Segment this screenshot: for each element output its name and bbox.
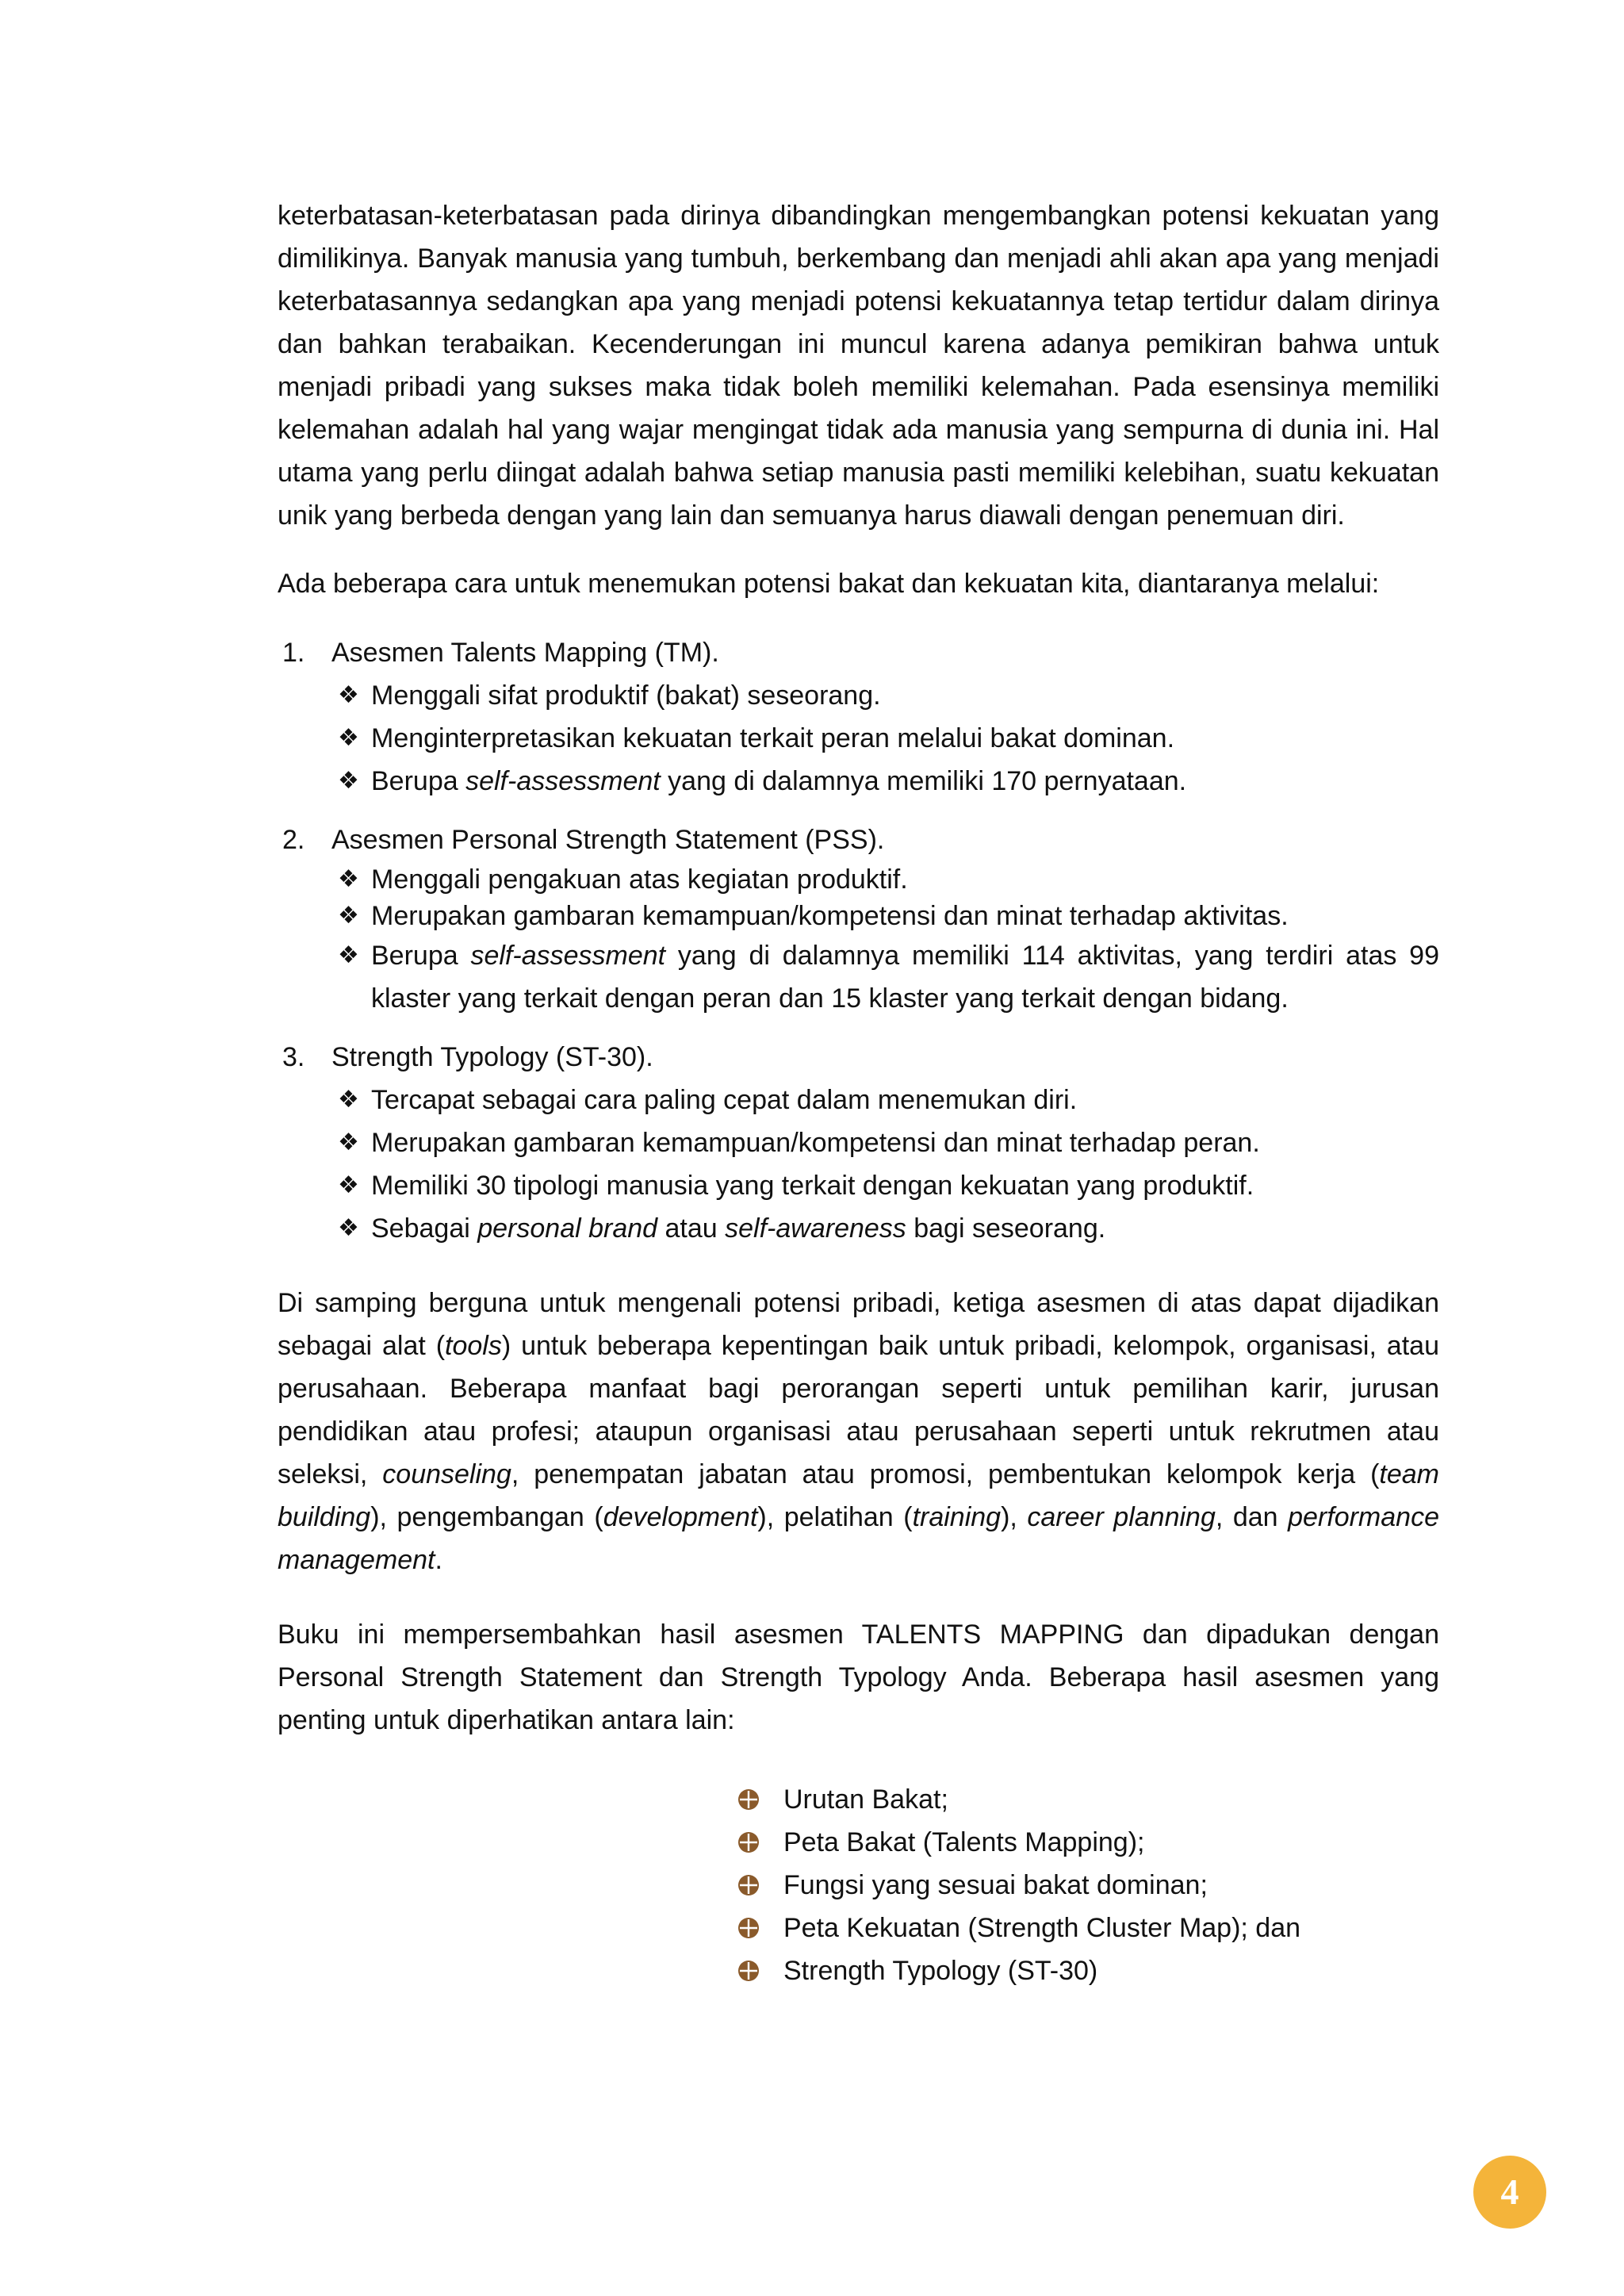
cross-circle-bullet-icon [737, 1917, 783, 1939]
method-point: ❖ Tercapat sebagai cara paling cepat dalam menemukan diri. [338, 1079, 1439, 1121]
result-item: Peta Bakat (Talents Mapping); [737, 1821, 1439, 1864]
methods-intro: Ada beberapa cara untuk menemukan potensi bakat dan kekuatan kita, diantaranya melalui: [278, 569, 1380, 599]
diamond-bullet-icon: ❖ [338, 682, 359, 708]
diamond-bullet-icon: ❖ [338, 866, 359, 892]
methods-list [278, 631, 1439, 1250]
method-number: 1. [282, 638, 305, 668]
method-number: 2. [282, 825, 305, 855]
page-number-badge: 4 [1473, 2156, 1546, 2229]
method-point: ❖ Menggali pengakuan atas kegiatan produktif. [338, 861, 1439, 898]
result-item: Strength Typology (ST-30) [737, 1949, 1439, 1992]
diamond-bullet-icon: ❖ [338, 1172, 359, 1198]
method-point: ❖ Merupakan gambaran kemampuan/kompetensi dan minat terhadap aktivitas. [338, 898, 1439, 934]
book-summary-paragraph: Buku ini mempersembahkan hasil asesmen TALENTS MAPPING dan dipadukan dengan Personal Strength Statement dan Strength Typology Anda. Beberapa hasil asesmen yang penting untuk diperhatikan antara lain: [278, 1619, 1439, 1735]
method-item [278, 631, 1439, 803]
benefits-paragraph: Di samping berguna untuk mengenali potensi pribadi, ketiga asesmen di atas dapat dijadikan sebagai alat (tools) untuk beberapa kepentingan baik untuk pribadi, kelompok, organisasi, atau perusahaan. Beberapa manfaat bagi perorangan seperti untuk pemilihan karir, jurusan pendidikan atau profesi; ataupun organisasi atau perusahaan seperti untuk rekrutmen atau seleksi, counseling, penempatan jabatan atau promosi, pembentukan kelompok kerja (team building), pengembangan (development), pelatihan (training), career planning, dan performance management. [278, 1288, 1439, 1575]
diamond-bullet-icon: ❖ [338, 942, 359, 968]
method-point: ❖ Menggali sifat produktif (bakat) seseorang. [338, 674, 1439, 717]
method-item [278, 1036, 1439, 1250]
diamond-bullet-icon: ❖ [338, 1215, 359, 1241]
method-title: Asesmen Personal Strength Statement (PSS). [331, 825, 885, 855]
method-point: ❖ Memiliki 30 tipologi manusia yang terkait dengan kekuatan yang produktif. [338, 1164, 1439, 1207]
page-content [278, 194, 1439, 1992]
method-point: ❖ Merupakan gambaran kemampuan/kompetensi dan minat terhadap peran. [338, 1121, 1439, 1164]
cross-circle-bullet-icon [737, 1874, 783, 1896]
method-point: ❖ Sebagai personal brand atau self-awareness bagi seseorang. [338, 1207, 1439, 1250]
method-point: ❖ Berupa self-assessment yang di dalamnya memiliki 170 pernyataan. [338, 760, 1439, 803]
diamond-bullet-icon: ❖ [338, 1087, 359, 1113]
intro-paragraph: keterbatasan-keterbatasan pada dirinya dibandingkan mengembangkan potensi kekuatan yang dimilikinya. Banyak manusia yang tumbuh, berkembang dan menjadi ahli akan apa yang menjadi keterbatasannya sedangkan apa yang menjadi potensi kekuatannya tetap tertidur dalam dirinya dan bahkan terabaikan. Kecenderungan ini muncul karena adanya pemikiran bahwa untuk menjadi pribadi yang sukses maka tidak boleh memiliki kelemahan. Pada esensinya memiliki kelemahan adalah hal yang wajar mengingat tidak ada manusia yang sempurna di dunia ini. Hal utama yang perlu diingat adalah bahwa setiap manusia pasti memiliki kelebihan, suatu kekuatan unik yang berbeda dengan yang lain dan semuanya harus diawali dengan penemuan diri. [278, 201, 1439, 531]
method-title: Strength Typology (ST-30). [331, 1042, 653, 1072]
diamond-bullet-icon: ❖ [338, 903, 359, 929]
result-item: Urutan Bakat; [737, 1778, 1439, 1821]
diamond-bullet-icon: ❖ [338, 1129, 359, 1156]
method-title: Asesmen Talents Mapping (TM). [331, 638, 719, 668]
method-point: ❖ Berupa self-assessment yang di dalamnya memiliki 114 aktivitas, yang terdiri atas 99 klaster yang terkait dengan peran dan 15 klaster yang terkait dengan bidang. [338, 934, 1439, 1020]
cross-circle-bullet-icon [737, 1960, 783, 1982]
results-list [737, 1778, 1439, 1992]
method-item [278, 818, 1439, 1020]
cross-circle-bullet-icon [737, 1788, 783, 1811]
method-point: ❖ Menginterpretasikan kekuatan terkait peran melalui bakat dominan. [338, 717, 1439, 760]
cross-circle-bullet-icon [737, 1831, 783, 1853]
diamond-bullet-icon: ❖ [338, 768, 359, 794]
result-item: Peta Kekuatan (Strength Cluster Map); dan [737, 1907, 1439, 1949]
method-number: 3. [282, 1042, 305, 1072]
result-item: Fungsi yang sesuai bakat dominan; [737, 1864, 1439, 1907]
diamond-bullet-icon: ❖ [338, 725, 359, 751]
